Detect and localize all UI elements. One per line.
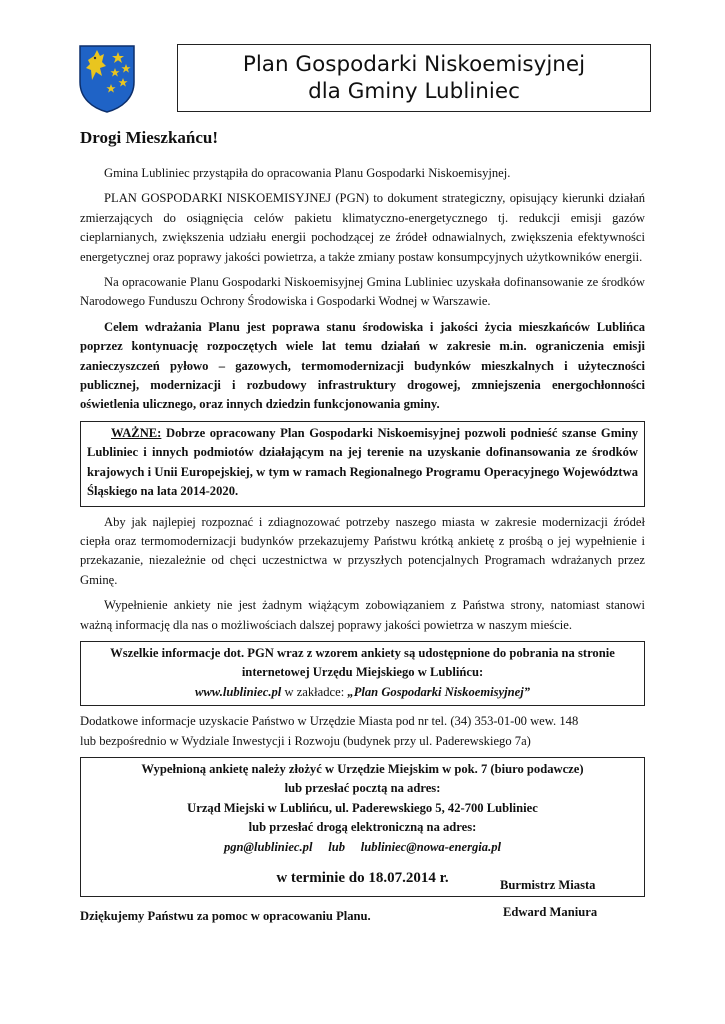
submit-line-1: Wypełnioną ankietę należy złożyć w Urzędzie Miejskim w pok. 7 (biuro podawcze) [141, 761, 584, 776]
info-line-2: internetowej Urzędu Miejskiego w Lublińcu: [241, 665, 484, 680]
signature-role: Burmistrz Miasta [500, 878, 596, 892]
paragraph-no-obligation: Wypełnienie ankiety nie jest żadnym wiążącym zobowiązaniem z Państwa strony, natomiast stanowi ważną informację dla nas o możliwościach dalszej poprawy jakości powietrza w naszym mieście. [80, 598, 645, 632]
title-line-2: dla Gminy Lubliniec [308, 79, 520, 104]
important-notice [87, 424, 638, 502]
email-or: lub [328, 839, 346, 854]
paragraph-survey-request: Aby jak najlepiej rozpoznać i zdiagnozować potrzeby naszego miasta w zakresie modernizacji źródeł ciepła oraz termomodernizacji budynków przekazujemy Państwu krótką ankietę z prośbą o jej wypełnienie i przekazanie, niezależnie od chęci uczestnictwa w przyszłych potencjalnych Programach wdrażanych przez Gminę. [80, 514, 645, 587]
submission-box [80, 757, 645, 897]
coat-of-arms-icon [78, 44, 136, 114]
info-mid-text: w zakładce: [281, 684, 348, 699]
important-label: WAŻNE: [111, 425, 162, 440]
email-line [87, 838, 638, 857]
paragraph-funding: Na opracowanie Planu Gospodarki Niskoemisyjnej Gmina Lubliniec uzyskała dofinansowanie ze środków Narodowego Funduszu Ochrony Środowiska i Gospodarki Wodnej w Warszawie. [80, 275, 645, 309]
info-line-3 [87, 683, 638, 702]
paragraph-intro: Gmina Lubliniec przystąpiła do opracowania Planu Gospodarki Niskoemisyjnej. [104, 166, 511, 180]
title-line-1: Plan Gospodarki Niskoemisyjnej [242, 52, 586, 77]
deadline: w terminie do 18.07.2014 r. [276, 870, 449, 886]
submit-line-3: Urząd Miejski w Lublińcu, ul. Paderewskiego 5, 42-700 Lubliniec [187, 800, 538, 815]
submit-line-4: lub przesłać drogą elektroniczną na adres: [248, 820, 477, 835]
important-notice-box [80, 421, 645, 507]
info-box [80, 641, 645, 706]
paragraph-goals: Celem wdrażania Planu jest poprawa stanu środowiska i jakości życia mieszkańców Lublińca poprzez kontynuację rozpoczętych wiele lat temu działań w zakresie m.in. ograniczenia emisji zanieczyszczeń pyłowo – gazowych, termomodernizacji budynków mieszkalnych i użyteczności publicznej, modernizacji i rozbudowy infrastruktury drogowej, zmniejszenia energochłonności oświetlenia ulicznego, oraz innych dziedzin funkcjonowania gminy. [80, 319, 645, 412]
submit-line-2: lub przesłać pocztą na adres: [284, 781, 441, 796]
greeting-heading: Drogi Mieszkańcu! [80, 128, 219, 147]
important-text: Dobrze opracowany Plan Gospodarki Niskoemisyjnej pozwoli podnieść szanse Gminy Lubliniec i innych podmiotów działającym na jej terenie na uzyskanie dofinansowania ze środków krajowych i Unii Europejskiej, w tym w ramach Regionalnego Programu Operacyjnego Województwa Śląskiego na lata 2014-2020. [87, 425, 638, 499]
document-title-box [177, 44, 651, 112]
additional-info-line-2: lub bezpośrednio w Wydziale Inwestycji i Rozwoju (budynek przy ul. Paderewskiego 7a) [80, 733, 531, 748]
website-link[interactable]: www.lubliniec.pl [194, 684, 282, 699]
email-pgn[interactable]: pgn@lubliniec.pl [223, 839, 313, 854]
paragraph-pgn-definition: PLAN GOSPODARKI NISKOEMISYJNEJ (PGN) to dokument strategiczny, opisujący kierunki działań zmierzających do osiągnięcia celów pakietu klimatyczno-energetycznego tj. redukcji emisji gazów cieplarnianych, zwiększenia udziału energii pochodzącej ze źródeł odnawialnych, zwiększenia efektywności energetycznej oraz poprawy jakości powietrza, a także zmiany postaw konsumpcyjnych użytkowników energii. [80, 191, 645, 264]
tab-name: „Plan Gospodarki Niskoemisyjnej” [347, 684, 531, 699]
additional-info-line-1: Dodatkowe informacje uzyskacie Państwo w Urzędzie Miasta pod nr tel. (34) 353-01-00 wew. 148 [80, 714, 579, 729]
signature-name: Edward Maniura [503, 905, 598, 919]
thanks-line: Dziękujemy Państwu za pomoc w opracowaniu Planu. [80, 909, 371, 924]
letter-body [80, 164, 645, 933]
email-nowa-energia[interactable]: lubliniec@nowa-energia.pl [360, 839, 502, 854]
info-line-1: Wszelkie informacje dot. PGN wraz z wzorem ankiety są udostępnione do pobrania na stronie [110, 645, 615, 660]
